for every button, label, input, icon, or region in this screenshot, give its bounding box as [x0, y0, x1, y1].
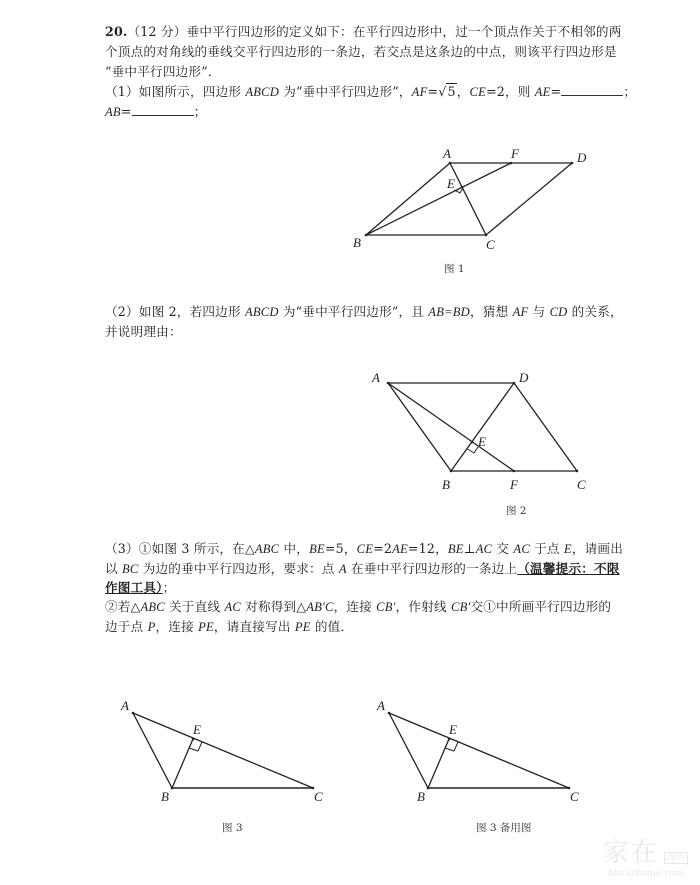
label-d: D [519, 370, 529, 385]
part2-text: 的关系， [567, 304, 623, 319]
triangle-name: AB′C [306, 600, 334, 614]
segment-ac [389, 713, 569, 788]
segment-cd: CD [549, 305, 568, 319]
triangle-name: ABC [254, 542, 280, 556]
part3-text: =2 [373, 541, 393, 556]
label-c: C [486, 237, 495, 252]
label-a: A [377, 698, 385, 713]
segment-ac: AC [224, 600, 241, 614]
segment-be [428, 739, 449, 788]
equals: = [120, 104, 132, 119]
label-c: C [570, 789, 579, 804]
label-c: C [314, 789, 323, 804]
part3-text: 为边的垂中平行四边形，要求：点 [138, 561, 339, 576]
part3-text: （3）①如图 3 所示，在△ [105, 541, 255, 556]
sqrt-expression: √5 [438, 84, 456, 99]
part2-text: 为“垂中平行四边形”，且 [278, 304, 429, 319]
watermark-url: bbs.szhome.com [607, 869, 684, 879]
segment-af: AF [411, 85, 428, 99]
label-e: E [478, 434, 486, 449]
figure-2-caption: 图 2 [506, 505, 527, 517]
label-b: B [161, 789, 169, 804]
part1-text: 为“垂中平行四边形”， [279, 84, 412, 99]
label-a: A [372, 370, 380, 385]
quad-name: ABCD [244, 305, 279, 319]
part3-text: 在垂中平行四边形的一条边上 [346, 561, 518, 576]
part2-text: 与 [528, 304, 550, 319]
triangle-name: ABC [140, 600, 165, 614]
part3-text: ，作射线 [395, 599, 452, 614]
watermark-logo [603, 832, 688, 879]
segment-pe: PE [294, 620, 311, 634]
label-c: C [577, 477, 586, 492]
part3-text: ，连接 [155, 619, 199, 634]
sqrt-value: 5 [447, 84, 456, 99]
label-f: F [510, 477, 518, 492]
quad-name: ABCD [245, 85, 280, 99]
part3-text: 的值． [310, 619, 354, 634]
part3-text: 边于点 [105, 619, 148, 634]
figure-3-caption: 图 3 [222, 822, 243, 834]
part3-text: ②若△ [105, 599, 141, 614]
label-a: A [121, 698, 129, 713]
part3-text: 交 [492, 541, 514, 556]
ray-cb-prime: CB′ [451, 600, 471, 614]
label-f: F [511, 146, 519, 161]
semicolon: ； [162, 580, 176, 595]
segment-ab [389, 713, 428, 788]
watermark-main: 家在 [602, 838, 659, 868]
segment-be: BE [447, 542, 464, 556]
intro-text: 个顶点的对角线的垂线交平行四边形的一条边，若交点是这条边的中点，则该平行四边形是 [105, 44, 617, 59]
part2-text: ，猜想 [469, 304, 513, 319]
segment-ab: AB [105, 105, 121, 119]
label-b: B [442, 477, 450, 492]
part1-text: （1）如图所示，四边形 [105, 84, 246, 99]
segment-be: BE [309, 542, 325, 556]
figure-1-caption: 图 1 [444, 263, 465, 275]
part3-text: =5， [324, 541, 357, 556]
point-a: A [338, 562, 347, 576]
equals: = [427, 84, 439, 99]
question-number: 20. [105, 24, 128, 39]
label-b: B [353, 235, 361, 250]
figure-3-backup-caption: 图 3 备用图 [476, 822, 532, 834]
segment-bc: BC [122, 562, 139, 576]
segment-cb-prime: CB′ [376, 600, 396, 614]
segment-pe: PE [198, 620, 214, 634]
part2-text: 并说明理由： [105, 324, 182, 339]
part1-text: =2，则 [485, 84, 535, 99]
segment-ac: AC [513, 542, 530, 556]
segment-af: AF [512, 305, 529, 319]
label-a: A [443, 146, 451, 161]
part3-text: ，请直接写出 [213, 619, 295, 634]
intro-text: “垂中平行四边形”． [105, 64, 221, 79]
part3-text: 关于直线 [164, 599, 225, 614]
comma: ， [456, 84, 470, 99]
part3-text: 于点 [529, 541, 564, 556]
perp-symbol: ⊥ [463, 541, 476, 556]
equals: = [550, 84, 562, 99]
part3-text: =12， [407, 541, 448, 556]
part3-text: 中， [279, 541, 310, 556]
semicolon: ； [623, 84, 637, 99]
part3-text: 以 [105, 561, 122, 576]
part3-text: 对称得到△ [240, 599, 307, 614]
watermark-box: 深圳 [664, 852, 688, 864]
part2-text: （2）如图 2，若四边形 [105, 304, 245, 319]
label-e: E [447, 176, 455, 191]
label-e: E [193, 722, 201, 737]
condition: AB=BD [428, 305, 470, 319]
part3-text: ，连接 [333, 599, 377, 614]
label-b: B [417, 789, 425, 804]
part3-text: ，请画出 [571, 541, 624, 556]
hint-text: 作图工具） [105, 580, 163, 595]
question-score: （12 分） [127, 24, 187, 39]
part3-text: 交①中所画平行四边形的 [470, 599, 612, 614]
segment-ae: AE [392, 542, 408, 556]
segment-ce: CE [356, 542, 374, 556]
label-d: D [577, 150, 587, 165]
hint-text: （温馨提示：不限 [517, 561, 620, 576]
label-e: E [449, 722, 457, 737]
point-e: E [563, 542, 572, 556]
segment-ce: CE [469, 85, 486, 99]
intro-text: 垂中平行四边形的定义如下：在平行四边形中，过一个顶点作关于不相邻的两 [186, 24, 622, 39]
segment-ac: AC [475, 542, 493, 556]
semicolon: ； [193, 104, 207, 119]
point-p: P [147, 620, 156, 634]
segment-ae: AE [534, 85, 551, 99]
